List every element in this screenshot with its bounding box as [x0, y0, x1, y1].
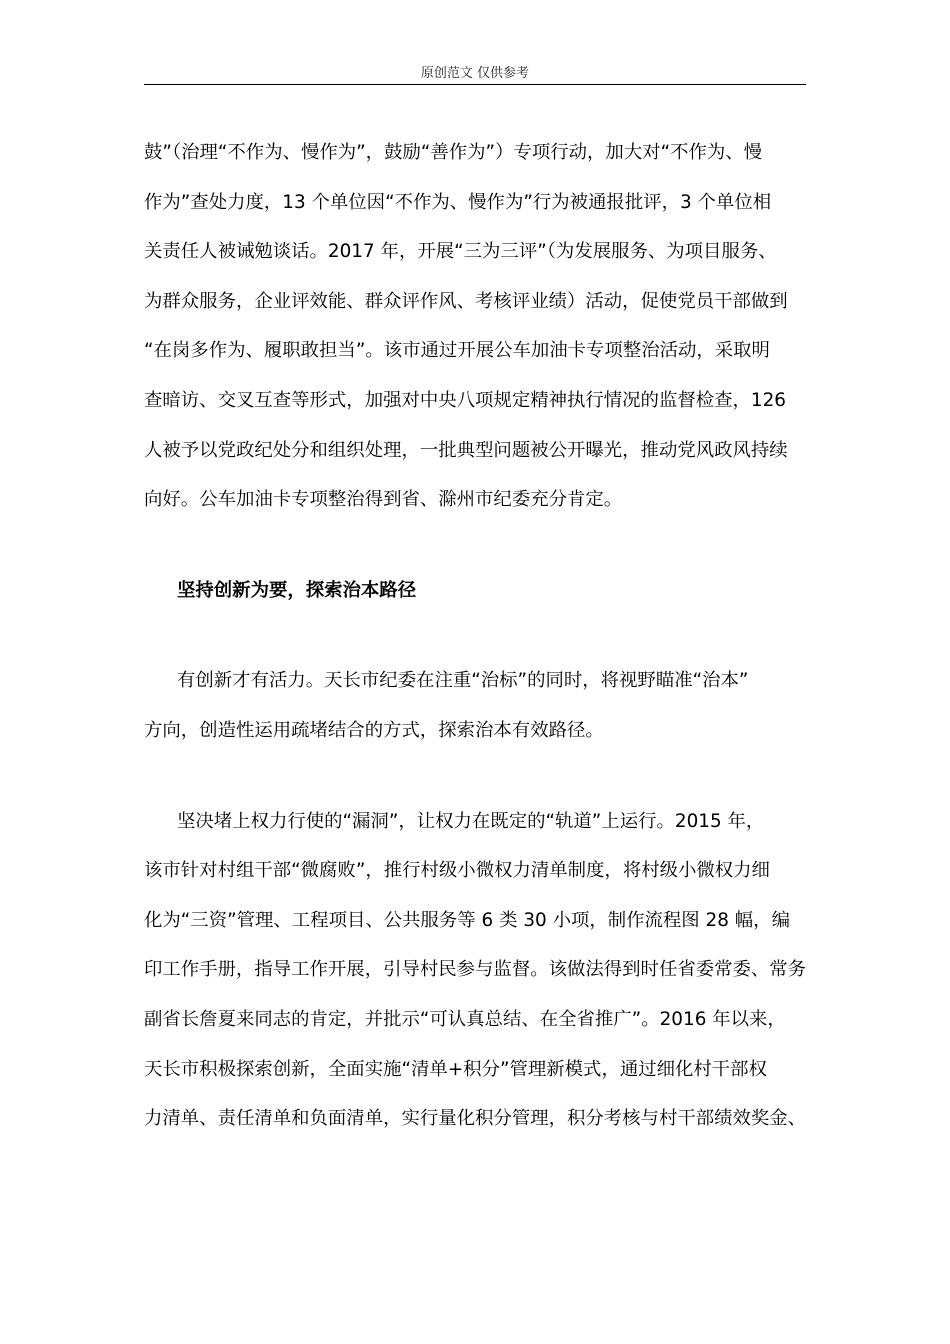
- text-line: 力清单、责任清单和负面清单，实行量化积分管理，积分考核与村干部绩效奖金、: [144, 1108, 807, 1130]
- text-line: 方向，创造性运用疏堵结合的方式，探索治本有效路径。: [144, 719, 604, 741]
- section-heading: 坚持创新为要，探索治本路径: [177, 579, 417, 601]
- text-line: 鼓”（治理“不作为、慢作为”，鼓励“善作为”）专项行动，加大对“不作为、慢: [144, 142, 763, 163]
- text-line: 坚决堵上权力行使的“漏洞”，让权力在既定的“轨道”上运行。2015 年，: [177, 810, 765, 832]
- text-line: 有创新才有活力。天长市纪委在注重“治标”的同时，将视野瞄准“治本”: [177, 670, 749, 692]
- paragraph-1: [144, 128, 808, 525]
- text-line: 副省长詹夏来同志的肯定，并批示“可认真总结、在全省推广”。2016 年以来，: [144, 1008, 786, 1030]
- paragraph-spacer: [144, 615, 808, 656]
- text-line: 人被予以党政纪处分和组织处理，一批典型问题被公开曝光，推动党风政风持续: [144, 439, 788, 461]
- paragraph-3: [144, 797, 808, 1144]
- text-line: 关责任人被诫勉谈话。2017 年，开展“三为三评”（为发展服务、为项目服务、: [144, 241, 777, 263]
- page-header: 原创范文 仅供参考: [144, 64, 806, 85]
- text-line: 该市针对村组干部“微腐败”，推行村级小微权力清单制度，将村级小微权力细: [144, 860, 770, 882]
- text-line: 印工作手册，指导工作开展，引导村民参与监督。该做法得到时任省委常委、常务: [144, 959, 807, 981]
- text-line: 作为”查处力度，13 个单位因“不作为、慢作为”行为被通报批评，3 个单位相: [144, 191, 772, 213]
- document-body: [144, 128, 808, 1144]
- text-line: 化为“三资”管理、工程项目、公共服务等 6 类 30 小项，制作流程图 28 幅，编: [144, 909, 790, 931]
- paragraph-spacer: [144, 756, 808, 797]
- paragraph-2: [144, 656, 808, 755]
- text-line: 向好。公车加油卡专项整治得到省、滁州市纪委充分肯定。: [144, 489, 623, 511]
- paragraph-spacer: [144, 525, 808, 566]
- text-line: 天长市积极探索创新，全面实施“清单+积分”管理新模式，通过细化村干部权: [144, 1058, 767, 1080]
- text-line: “在岗多作为、履职敢担当”。该市通过开展公车加油卡专项整治活动，采取明: [144, 340, 770, 362]
- text-line: 为群众服务，企业评效能、群众评作风、考核评业绩）活动，促使党员干部做到: [144, 290, 788, 312]
- text-line: 查暗访、交叉互查等形式，加强对中央八项规定精神执行情况的监督检查，126: [144, 389, 786, 411]
